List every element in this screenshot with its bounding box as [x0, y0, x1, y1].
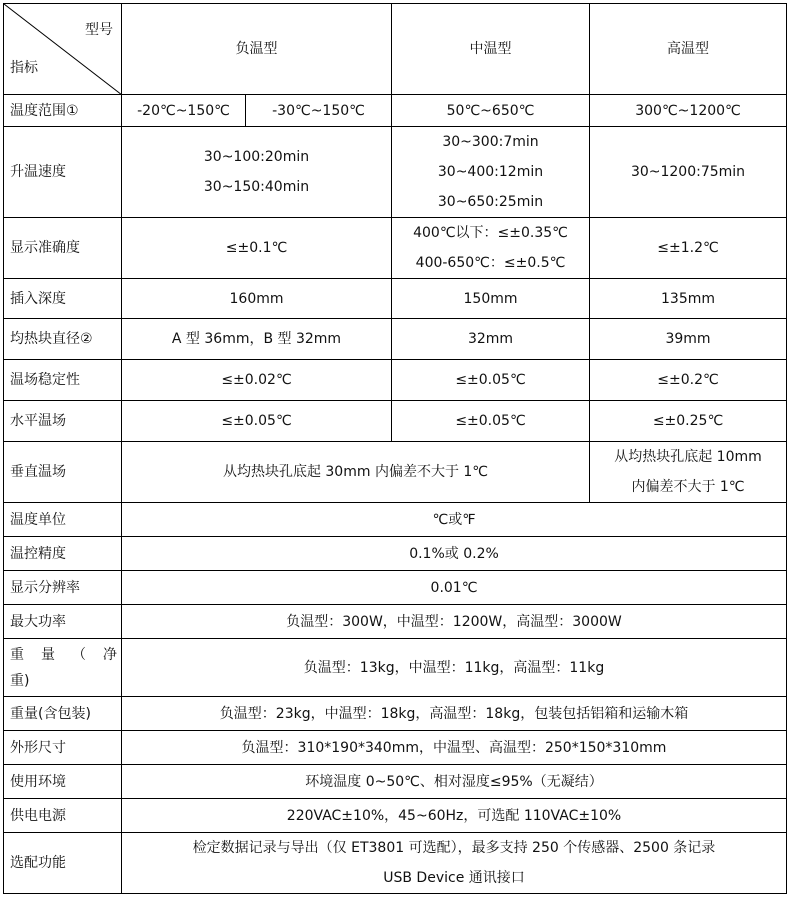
corner-header-cell: [4, 4, 122, 95]
cell-value: 0.1%或 0.2%: [122, 537, 787, 571]
row-vertical-field: [4, 442, 787, 503]
cell-high: ≤±0.2℃: [590, 360, 787, 401]
row-label: 外形尺寸: [4, 731, 122, 765]
row-block-diameter: [4, 319, 787, 360]
cell-line: 400-650℃：≤±0.5℃: [415, 255, 566, 271]
diagonal-divider: [4, 4, 122, 95]
row-label: [4, 639, 122, 697]
cell-line: USB Device 通讯接口: [383, 870, 525, 886]
cell-high: 39mm: [590, 319, 787, 360]
cell-line: 30~100:20min: [203, 149, 310, 165]
cell-medium: [392, 218, 590, 279]
row-label: 显示准确度: [4, 218, 122, 279]
cell-line: 30~150:40min: [203, 179, 310, 195]
cell-high: 135mm: [590, 279, 787, 319]
row-label: 选配功能: [4, 833, 122, 894]
cell-high: 300℃~1200℃: [590, 95, 787, 127]
cell-line: 400℃以下：≤±0.35℃: [413, 225, 568, 241]
row-options: [4, 833, 787, 894]
cell-line: 内偏差不大于 1℃: [631, 479, 745, 495]
cell-value: 220VAC±10%，45~60Hz，可选配 110VAC±10%: [122, 799, 787, 833]
row-temp-range: [4, 95, 787, 127]
col-header-medium: 中温型: [392, 4, 590, 95]
row-accuracy: [4, 218, 787, 279]
cell-line: 从均热块孔底起 10mm: [614, 449, 762, 465]
row-label-line: 重 量 （ 净: [10, 646, 117, 663]
cell-neg-b: -30℃~150℃: [246, 95, 392, 127]
row-label: 插入深度: [4, 279, 122, 319]
row-label: 温度单位: [4, 503, 122, 537]
cell-line: 30~650:25min: [437, 194, 544, 210]
cell-medium: ≤±0.05℃: [392, 360, 590, 401]
row-label: 使用环境: [4, 765, 122, 799]
row-control-precision: [4, 537, 787, 571]
cell-high: [590, 442, 787, 503]
row-label: 水平温场: [4, 401, 122, 442]
row-label: 升温速度: [4, 127, 122, 218]
cell-high: ≤±1.2℃: [590, 218, 787, 279]
row-temp-unit: [4, 503, 787, 537]
row-label: 温控精度: [4, 537, 122, 571]
row-label: 最大功率: [4, 605, 122, 639]
col-header-high: 高温型: [590, 4, 787, 95]
corner-model-label: 型号: [85, 22, 113, 38]
row-horizontal-field: [4, 401, 787, 442]
row-depth: [4, 279, 787, 319]
header-row: [4, 4, 787, 95]
row-label: 供电电源: [4, 799, 122, 833]
cell-line: 检定数据记录与导出（仅 ET3801 可选配），最多支持 250 个传感器、2500 条记录: [192, 840, 716, 856]
row-label: 温场稳定性: [4, 360, 122, 401]
spec-table: [3, 3, 787, 894]
cell-high: 30~1200:75min: [590, 127, 787, 218]
row-dimensions: [4, 731, 787, 765]
col-header-negative: 负温型: [122, 4, 392, 95]
cell-medium: 150mm: [392, 279, 590, 319]
row-heat-rate: [4, 127, 787, 218]
cell-value: 环境温度 0~50℃、相对湿度≤95%（无凝结）: [122, 765, 787, 799]
cell-negative: A 型 36mm，B 型 32mm: [122, 319, 392, 360]
row-label-line: 重): [10, 672, 30, 689]
cell-value: [122, 833, 787, 894]
cell-negative: ≤±0.05℃: [122, 401, 392, 442]
row-resolution: [4, 571, 787, 605]
cell-value: ℃或℉: [122, 503, 787, 537]
cell-negative: ≤±0.02℃: [122, 360, 392, 401]
corner-index-label: 指标: [10, 60, 38, 76]
row-label: 温度范围①: [4, 95, 122, 127]
cell-negative: 160mm: [122, 279, 392, 319]
cell-negative-medium: 从均热块孔底起 30mm 内偏差不大于 1℃: [122, 442, 590, 503]
cell-negative: [122, 127, 392, 218]
row-label: 均热块直径②: [4, 319, 122, 360]
cell-value: 0.01℃: [122, 571, 787, 605]
cell-negative: ≤±0.1℃: [122, 218, 392, 279]
row-label: 垂直温场: [4, 442, 122, 503]
cell-line: 30~300:7min: [442, 134, 539, 150]
cell-medium: [392, 127, 590, 218]
cell-value: 负温型：23kg，中温型：18kg，高温型：18kg，包装包括铝箱和运输木箱: [122, 697, 787, 731]
row-max-power: [4, 605, 787, 639]
cell-medium: ≤±0.05℃: [392, 401, 590, 442]
row-net-weight: [4, 639, 787, 697]
row-label: 重量(含包装): [4, 697, 122, 731]
cell-high: ≤±0.25℃: [590, 401, 787, 442]
row-gross-weight: [4, 697, 787, 731]
cell-neg-a: -20℃~150℃: [122, 95, 246, 127]
cell-value: 负温型：310*190*340mm，中温型、高温型：250*150*310mm: [122, 731, 787, 765]
row-label: 显示分辨率: [4, 571, 122, 605]
cell-medium: 50℃~650℃: [392, 95, 590, 127]
cell-value: 负温型：300W，中温型：1200W，高温型：3000W: [122, 605, 787, 639]
row-environment: [4, 765, 787, 799]
row-power-supply: [4, 799, 787, 833]
cell-line: 30~400:12min: [437, 164, 544, 180]
cell-value: 负温型：13kg，中温型：11kg，高温型：11kg: [122, 639, 787, 697]
row-field-stability: [4, 360, 787, 401]
cell-medium: 32mm: [392, 319, 590, 360]
